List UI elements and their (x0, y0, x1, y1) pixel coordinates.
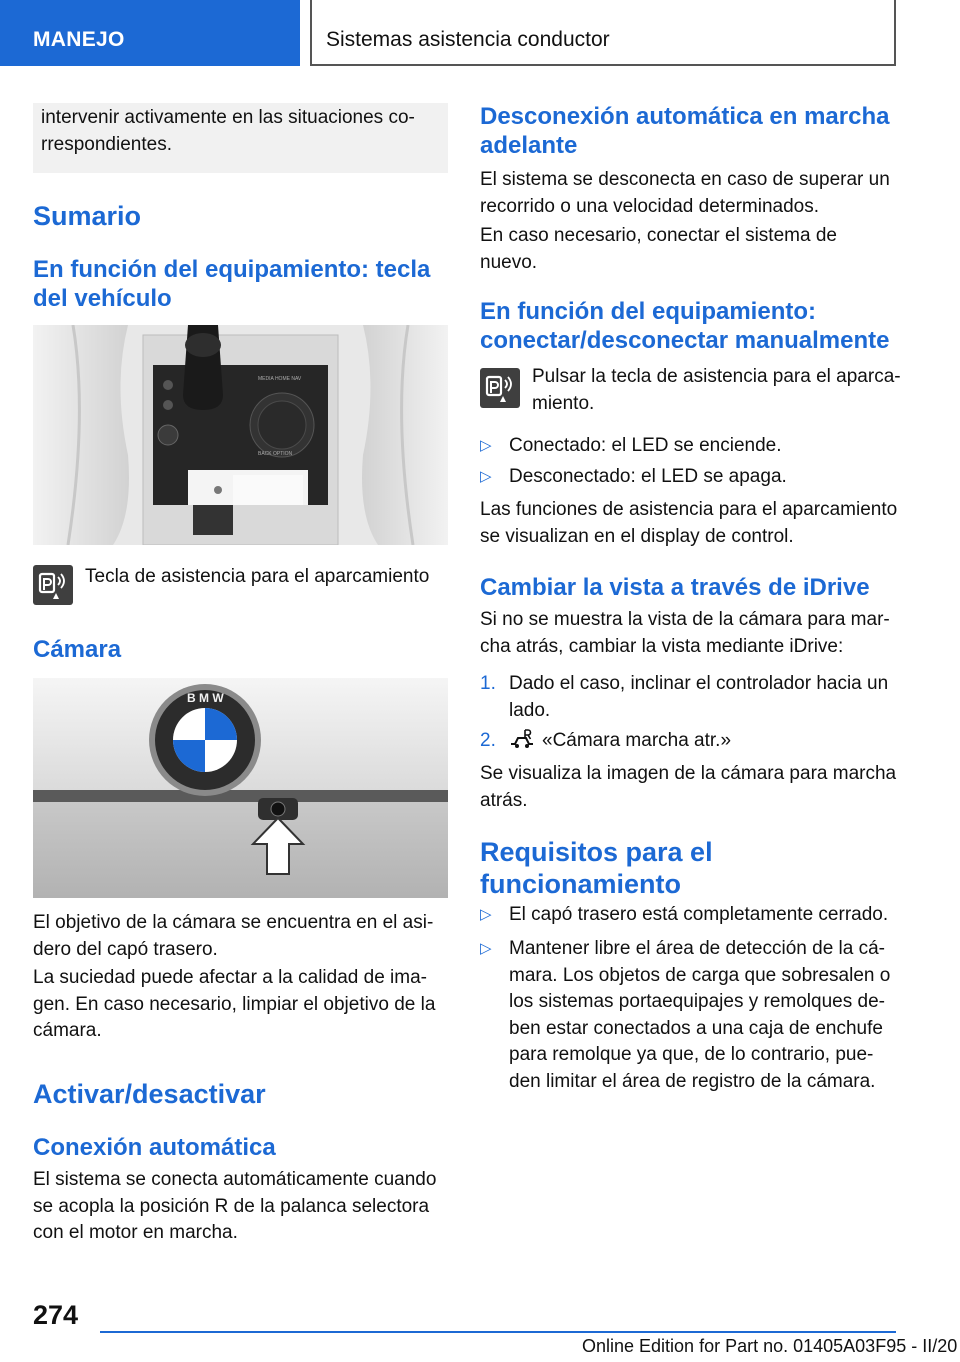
visualiza-paragraph: Se visualiza la imagen de la cámara para marcha atrás. (480, 763, 897, 811)
heading-manual: En función del equipamiento: conectar/desconectar manualmente (480, 298, 890, 354)
step-text: Dado el caso, inclinar el controlador hacia un lado. (509, 673, 889, 721)
caption-tecla: Tecla de asistencia para el aparcamiento (85, 566, 430, 587)
heading-camara: Cámara (33, 636, 122, 663)
camara-paragraph-2: La suciedad puede afectar a la calidad de ima- gen. En caso necesario, limpiar el objetivo de la cámara. (33, 967, 436, 1041)
svg-text:MEDIA HOME NAV: MEDIA HOME NAV (258, 376, 302, 382)
gear-console-image (33, 325, 448, 545)
heading-activar: Activar/desactivar (33, 1079, 266, 1109)
list-item-text: Conectado: el LED se enciende. (509, 435, 782, 456)
triangle-bullet-icon: ▷ (480, 468, 492, 485)
heading-requisitos: Requisitos para el funcionamiento (480, 837, 713, 899)
step-number: 1. (480, 673, 496, 694)
list-item-text: El capó trasero está completamente cerrado. (509, 904, 889, 925)
triangle-bullet-icon: ▷ (480, 437, 492, 454)
parking-assist-icon (480, 368, 520, 408)
list-item-text: Mantener libre el área de detección de la cá- mara. Los objetos de carga que sobresalen o los sistemas portaequipajes y remolques de- ben estar conectados a una caja de enchufe para remolque ya que, de lo contrario, pue- den limitar el área de registro de la cámara. (509, 938, 891, 1092)
triangle-bullet-icon: ▷ (480, 906, 492, 923)
triangle-bullet-icon: ▷ (480, 940, 492, 957)
manual-paragraph: Pulsar la tecla de asistencia para el aparca- miento. (532, 366, 901, 414)
rear-camera-illustration (33, 678, 448, 898)
page-number: 274 (33, 1300, 79, 1330)
heading-sumario: Sumario (33, 201, 142, 231)
heading-idrive: Cambiar la vista a través de iDrive (480, 574, 870, 601)
desconexion-paragraph-2: En caso necesario, conectar el sistema de nuevo. (480, 225, 837, 273)
desconexion-paragraph-1: El sistema se desconecta en caso de superar un recorrido o una velocidad determinados. (480, 169, 890, 217)
parking-assist-icon (33, 565, 73, 605)
gear-console-illustration (33, 325, 448, 545)
note-text: intervenir activamente en las situaciones co- rrespondientes. (41, 107, 415, 155)
heading-conexion: Conexión automática (33, 1134, 276, 1161)
footer-divider (100, 1331, 896, 1333)
edition-text: Online Edition for Part no. 01405A03F95 - II/20 (582, 1336, 958, 1356)
svg-text:B M W: B M W (187, 691, 224, 705)
idrive-paragraph: Si no se muestra la vista de la cámara para mar- cha atrás, cambiar la vista mediante iDrive: (480, 609, 890, 657)
section-tab (0, 0, 300, 66)
conexion-paragraph: El sistema se conecta automáticamente cuando se acopla la posición R de la palanca selectora con el motor en marcha. (33, 1169, 437, 1243)
note-box (33, 103, 448, 173)
heading-desconexion: Desconexión automática en marcha adelante (480, 103, 890, 159)
camara-paragraph-1: El objetivo de la cámara se encuentra en el asi- dero del capó trasero. (33, 912, 434, 960)
chapter-title: Sistemas asistencia conductor (326, 28, 610, 51)
step-text: «Cámara marcha atr.» (542, 730, 732, 751)
svg-text:BACK OPTION: BACK OPTION (258, 451, 293, 457)
section-title: MANEJO (33, 28, 125, 51)
chapter-tab (310, 0, 896, 66)
list-item-text: Desconectado: el LED se apaga. (509, 466, 787, 487)
funciones-paragraph: Las funciones de asistencia para el aparcamiento se visualizan en el display de control. (480, 499, 898, 547)
rear-camera-image (33, 678, 448, 898)
step-number: 2. (480, 730, 496, 751)
heading-equip-tecla: En función del equipamiento: tecla del vehículo (33, 256, 431, 312)
